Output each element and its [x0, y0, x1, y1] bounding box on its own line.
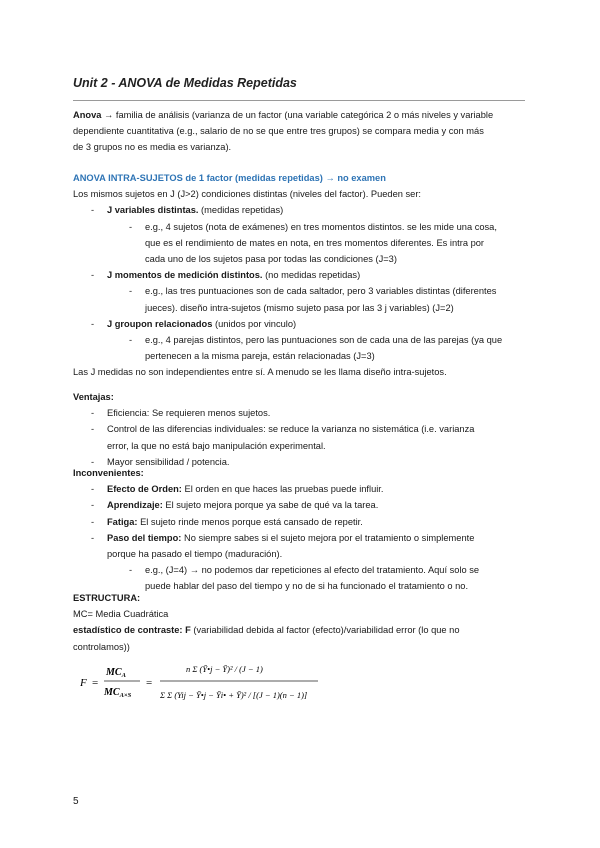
estructura-heading: ESTRUCTURA:: [73, 593, 141, 603]
formula-denominator: Σ Σ (Yij − Ȳ•j − Ȳi• + Ȳ)² / [(J − 1)(n − 1)]: [160, 690, 308, 700]
ventaja-line: error, la que no está bajo manipulación experimental.: [107, 440, 326, 451]
list-item: - Paso del tiempo: No siempre sabes si el sujeto mejora por el tratamiento o simplemente porque ha pasado el tiempo (maduración).: [73, 530, 528, 562]
item-text: El orden en que haces las pruebas puede influir.: [181, 484, 384, 495]
intro-line-1: → familia de análisis (varianza de un factor (una variable categórica 2 o más niveles y variable: [101, 110, 494, 120]
section-intra-sujetos: [73, 170, 528, 381]
item-note: (medidas repetidas): [198, 205, 284, 216]
list-item: - J variables distintas. (medidas repetidas): [91, 205, 284, 216]
ventajas-section: [73, 389, 528, 470]
formula-eq1: =: [92, 677, 99, 689]
sub-list-item: - e.g., (J=4) → no podemos dar repeticiones al efecto del tratamiento. Aquí solo se puede hablar del paso del tiempo y no de si ha funcionado el tratamiento o no.: [73, 562, 528, 594]
item-label: Efecto de Orden:: [107, 484, 182, 495]
stat-text-2: controlamos)): [73, 641, 130, 652]
ventaja-line: Mayor sensibilidad / potencia.: [107, 456, 230, 467]
item-label: Fatiga:: [107, 516, 138, 527]
list-item: - Efecto de Orden: El orden en que haces las pruebas puede influir.: [91, 484, 384, 495]
inconvenientes-section: [73, 465, 528, 595]
mc-definition: MC= Media Cuadrática: [73, 609, 169, 620]
page-title: Unit 2 - ANOVA de Medidas Repetidas: [73, 76, 297, 90]
formula-mc-num: $MC_A$: [106, 667, 126, 679]
formula-graphic: [80, 655, 340, 711]
stat-label: estadístico de contraste: F: [73, 625, 191, 636]
section-heading: ANOVA INTRA-SUJETOS de 1 factor (medidas repetidas) → no examen: [73, 173, 386, 183]
item-note: (unidos por vinculo): [212, 318, 297, 329]
ventaja-line: Eficiencia: Se requieren menos sujetos.: [107, 408, 271, 419]
f-formula: [80, 655, 340, 711]
item-text: porque ha pasado el tiempo (maduración).: [107, 549, 283, 560]
item-text: El sujeto mejora porque ya sabe de qué va la tarea.: [162, 500, 379, 511]
list-item: - Fatiga: El sujeto rinde menos porque está cansado de repetir.: [91, 516, 363, 527]
sub-line: e.g., 4 parejas distintos, pero las puntuaciones son de cada una de las parejas (ya que: [145, 335, 503, 346]
sub-line: que es el rendimiento de mates en nota, en tres momentos diferentes. Es intra por: [145, 237, 485, 248]
sub-line: pertenecen a la misma pareja, están relacionadas (J=3): [145, 351, 375, 362]
formula-eq2: =: [146, 677, 153, 689]
item-note: (no medidas repetidas): [262, 270, 361, 281]
estructura-section: [73, 590, 528, 655]
inconvenientes-heading: Inconvenientes:: [73, 468, 144, 478]
ventaja-line: Control de las diferencias individuales: se reduce la varianza no sistemática (i.e. varianza: [107, 424, 475, 435]
intro-line-2: dependiente cuantitativa (e.g., salario de no se que entre tres grupos) se compara media y con más: [73, 126, 484, 137]
sub-line: cada uno de los sujetos pasa por todas las condiciones (J=3): [145, 254, 397, 265]
sub-line: jueces). diseño intra-sujetos (mismo sujeto pasa por las 3 j variables) (J=2): [145, 302, 454, 313]
intro-paragraph: [73, 107, 493, 156]
list-item: - Aprendizaje: El sujeto mejora porque ya sabe de qué va la tarea.: [91, 500, 379, 511]
formula-lhs: F: [80, 677, 87, 689]
sub-list-item: - e.g., las tres puntuaciones son de cada saltador, pero 3 variables distintas (diferentes jueces). diseño intra-sujetos (mismo sujeto pasa por las 3 j variables) (J=2): [73, 283, 528, 315]
item-label: Paso del tiempo:: [107, 532, 182, 543]
item-label: J variables distintas.: [107, 205, 199, 216]
ventajas-heading: Ventajas:: [73, 392, 114, 402]
sub-line: e.g., 4 sujetos (nota de exámenes) en tres momentos distintos. se les mide una cosa,: [145, 221, 497, 232]
item-label: Aprendizaje:: [107, 500, 163, 511]
formula-mc-den: $MC_{A\times S}$: [104, 687, 132, 699]
item-label: J momentos de medición distintos.: [107, 270, 263, 281]
section-lead: Los mismos sujetos en J (J>2) condiciones distintas (niveles del factor). Pueden ser:: [73, 189, 422, 200]
intro-term: Anova: [73, 110, 102, 120]
sub-line: e.g., las tres puntuaciones son de cada saltador, pero 3 variables distintas (diferentes: [145, 286, 497, 297]
list-item: - Eficiencia: Se requieren menos sujetos.: [73, 405, 528, 421]
item-text: No siempre sabes si el sujeto mejora por el tratamiento o simplemente: [181, 532, 475, 543]
sub-line: puede hablar del paso del tiempo y no de si ha funcionado el tratamiento o no.: [145, 581, 469, 592]
intro-line-3: de 3 grupos no es media es varianza).: [73, 142, 232, 153]
list-item: - J momentos de medición distintos. (no medidas repetidas): [91, 270, 361, 281]
title-divider: [73, 100, 525, 101]
sub-line: e.g., (J=4) → no podemos dar repeticiones al efecto del tratamiento. Aquí solo se: [145, 565, 480, 576]
section-closing: Las J medidas no son independientes entre sí. A menudo se les llama diseño intra-sujetos.: [73, 367, 447, 378]
item-label: J groupon relacionados: [107, 318, 213, 329]
list-item: - Mayor sensibilidad / potencia.: [73, 454, 528, 470]
item-text: El sujeto rinde menos porque está cansado de repetir.: [137, 516, 363, 527]
page-number: 5: [73, 796, 79, 807]
sub-list-item: - e.g., 4 sujetos (nota de exámenes) en tres momentos distintos. se les mide una cosa, que es el rendimiento de mates en nota, en tres momentos diferentes. Es intra por cada uno de los sujetos pasa por todas las condiciones (J=3): [73, 219, 528, 268]
list-item: - J groupon relacionados (unidos por vinculo): [91, 318, 297, 329]
sub-list-item: - e.g., 4 parejas distintos, pero las puntuaciones son de cada una de las parejas (ya que pertenecen a la misma pareja, están relacionadas (J=3): [73, 332, 528, 364]
formula-numerator: n Σ (Ȳ•j − Ȳ)² / (J − 1): [186, 664, 263, 674]
stat-text: (variabilidad debida al factor (efecto)/variabilidad error (lo que no: [190, 625, 460, 636]
list-item: - Control de las diferencias individuales: se reduce la varianza no sistemática (i.e. varianza error, la que no está bajo manipulación experimental.: [73, 421, 528, 453]
